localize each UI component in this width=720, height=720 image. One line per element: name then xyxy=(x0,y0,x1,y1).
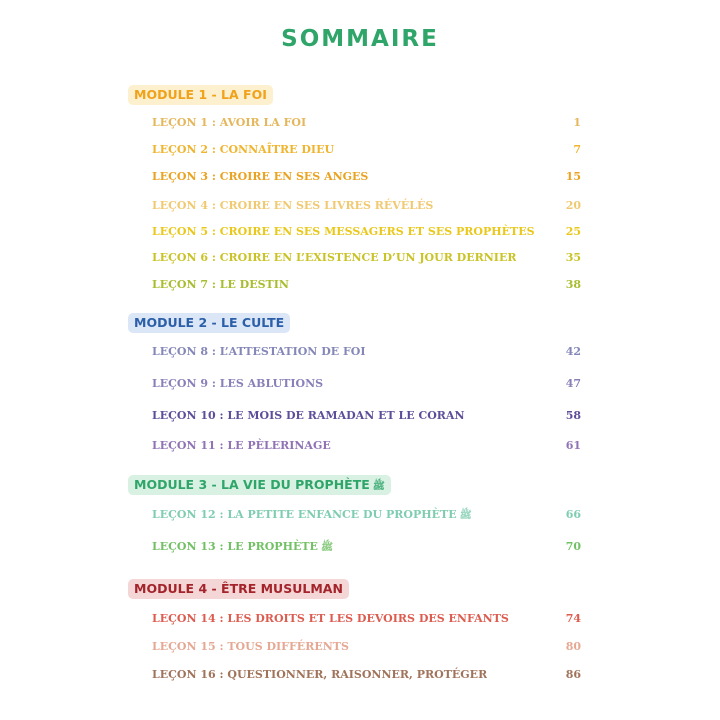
lesson-label: LEÇON 9 : LES ABLUTIONS xyxy=(152,377,324,390)
saws-glyph-icon: ﷺ xyxy=(459,509,472,521)
lesson-page-number: 47 xyxy=(565,377,581,390)
lesson-label: LEÇON 14 : LES DROITS ET LES DEVOIRS DES ENFANTS xyxy=(152,612,509,625)
lesson-16-row[interactable] xyxy=(152,667,581,683)
lesson-page-number: 38 xyxy=(565,278,581,291)
lesson-label: LEÇON 3 : CROIRE EN SES ANGES xyxy=(152,170,369,183)
page-title: SOMMAIRE xyxy=(281,26,439,52)
lesson-6-row[interactable] xyxy=(152,250,581,266)
lesson-label: LEÇON 13 : LE PROPHÈTE xyxy=(152,539,318,553)
lesson-label: LEÇON 15 : TOUS DIFFÉRENTS xyxy=(152,640,349,653)
lesson-8-row[interactable] xyxy=(152,344,581,360)
lesson-page-number: 7 xyxy=(573,143,581,156)
lesson-15-row[interactable] xyxy=(152,639,581,655)
lesson-12-row[interactable] xyxy=(152,507,581,523)
module-label: MODULE 1 - LA FOI xyxy=(134,87,267,102)
lesson-label: LEÇON 7 : LE DESTIN xyxy=(152,278,289,291)
lesson-page-number: 58 xyxy=(565,409,581,422)
lesson-page-number: 25 xyxy=(565,225,581,238)
lesson-page-number: 80 xyxy=(565,640,581,653)
saws-glyph-icon: ﷺ xyxy=(320,541,334,553)
lesson-page-number: 70 xyxy=(565,540,581,553)
lesson-page-number: 74 xyxy=(565,612,581,625)
lesson-label: LEÇON 11 : LE PÈLERINAGE xyxy=(152,439,331,452)
module-label: MODULE 4 - ÊTRE MUSULMAN xyxy=(134,581,343,596)
lesson-label: LEÇON 5 : CROIRE EN SES MESSAGERS ET SES PROPHÈTES xyxy=(152,225,535,238)
lesson-page-number: 1 xyxy=(573,116,581,129)
lesson-label: LEÇON 2 : CONNAÎTRE DIEU xyxy=(152,143,335,156)
lesson-page-number: 86 xyxy=(565,668,581,681)
lesson-label: LEÇON 8 : L’ATTESTATION DE FOI xyxy=(152,345,366,358)
lesson-2-row[interactable] xyxy=(152,142,581,158)
lesson-page-number: 42 xyxy=(565,345,581,358)
lesson-label: LEÇON 12 : LA PETITE ENFANCE DU PROPHÈTE xyxy=(152,507,457,521)
lesson-page-number: 61 xyxy=(565,439,581,452)
lesson-7-row[interactable] xyxy=(152,277,581,293)
lesson-label: LEÇON 6 : CROIRE EN L’EXISTENCE D’UN JOUR DERNIER xyxy=(152,251,517,264)
module-4-heading[interactable] xyxy=(128,579,349,599)
module-3-heading[interactable] xyxy=(128,475,391,495)
lesson-5-row[interactable] xyxy=(152,224,581,240)
module-2-heading[interactable] xyxy=(128,313,290,333)
lesson-11-row[interactable] xyxy=(152,438,581,454)
lesson-label: LEÇON 10 : LE MOIS DE RAMADAN ET LE CORAN xyxy=(152,409,465,422)
module-label: MODULE 3 - LA VIE DU PROPHÈTE xyxy=(134,477,370,492)
lesson-page-number: 20 xyxy=(565,199,581,212)
lesson-label: LEÇON 16 : QUESTIONNER, RAISONNER, PROTÉGER xyxy=(152,668,488,681)
module-1-heading[interactable] xyxy=(128,85,273,105)
lesson-page-number: 35 xyxy=(565,251,581,264)
lesson-10-row[interactable] xyxy=(152,408,581,424)
lesson-label: LEÇON 4 : CROIRE EN SES LIVRES RÉVÉLÉS xyxy=(152,199,434,212)
lesson-4-row[interactable] xyxy=(152,198,581,214)
lesson-label: LEÇON 1 : AVOIR LA FOI xyxy=(152,116,307,129)
module-label: MODULE 2 - LE CULTE xyxy=(134,315,285,330)
lesson-1-row[interactable] xyxy=(152,115,581,131)
lesson-page-number: 15 xyxy=(565,170,581,183)
lesson-13-row[interactable] xyxy=(152,539,581,555)
lesson-3-row[interactable] xyxy=(152,169,581,185)
lesson-14-row[interactable] xyxy=(152,611,581,627)
lesson-page-number: 66 xyxy=(565,508,581,521)
lesson-9-row[interactable] xyxy=(152,376,581,392)
saws-glyph-icon: ﷺ xyxy=(372,481,385,492)
